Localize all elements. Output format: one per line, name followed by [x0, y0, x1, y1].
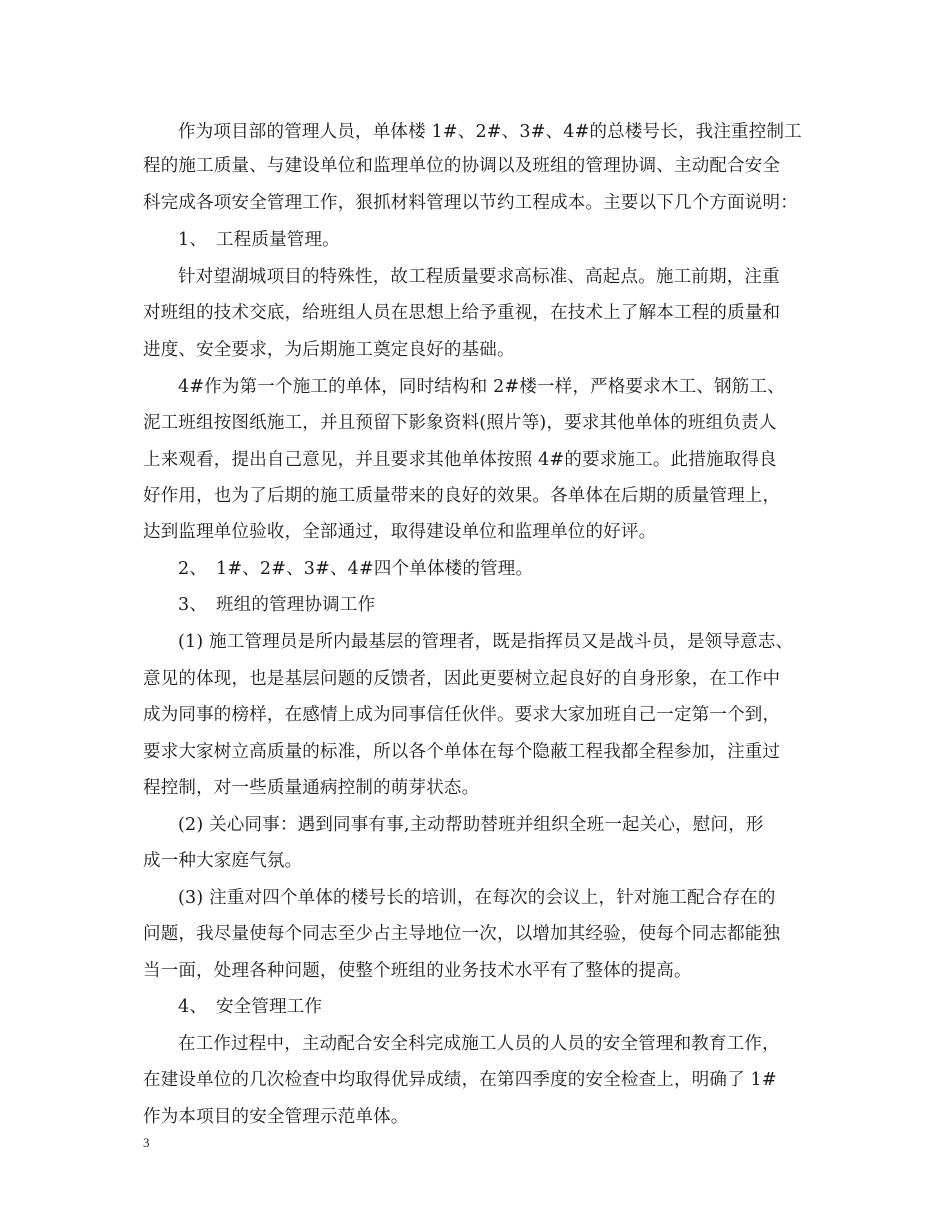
paragraph-line: 好作用，也为了后期的施工质量带来的良好的效果。各单体在后期的质量管理上，	[143, 486, 781, 506]
paragraph-line: 要求大家树立高质量的标准，所以各个单体在每个隐蔽工程我都全程参加，注重过	[143, 742, 781, 762]
paragraph-line: 针对望湖城项目的特殊性，故工程质量要求高标准、高起点。施工前期，注重	[178, 267, 780, 287]
paragraph-line: 问题，我尽量使每个同志至少占主导地位一次，以增加其经验，使每个同志都能独	[143, 924, 781, 944]
paragraph-line: 意见的体现，也是基层问题的反馈者，因此更要树立起良好的自身形象，在工作中	[143, 669, 781, 689]
paragraph-line: (2) 关心同事：遇到同事有事,主动帮助替班并组织全班一起关心，慰问，形	[178, 815, 764, 835]
paragraph-line: 上来观看，提出自己意见，并且要求其他单体按照 4#的要求施工。此措施取得良	[143, 450, 777, 470]
paragraph-line: 4#作为第一个施工的单体，同时结构和 2#楼一样，严格要求木工、钢筋工、	[178, 377, 785, 397]
paragraph-line: 达到监理单位验收，全部通过，取得建设单位和监理单位的好评。	[143, 522, 657, 542]
paragraph-line: (3) 注重对四个单体的楼号长的培训，在每次的会议上，针对施工配合存在的	[178, 888, 776, 908]
paragraph-line: 科完成各项安全管理工作，狠抓材料管理以节约工程成本。主要以下几个方面说明：	[143, 193, 798, 213]
page-number: 3	[143, 1135, 150, 1150]
paragraph-line: 在建设单位的几次检查中均取得优异成绩，在第四季度的安全检查上，明确了 1#	[143, 1070, 777, 1090]
section-heading: 1、 工程质量管理。	[178, 230, 340, 250]
paragraph-line: 成一种大家庭气氛。	[143, 851, 303, 871]
paragraph-line: 成为同事的榜样，在感情上成为同事信任伙伴。要求大家加班自己一定第一个到，	[143, 705, 781, 725]
paragraph-line: 程控制，对一些质量通病控制的萌芽状态。	[143, 778, 480, 798]
paragraph-line: 对班组的技术交底，给班组人员在思想上给予重视，在技术上了解本工程的质量和	[143, 303, 781, 323]
paragraph-line: 作为本项目的安全管理示范单体。	[143, 1107, 409, 1127]
paragraph-line: 当一面，处理各种问题，使整个班组的业务技术水平有了整体的提高。	[143, 961, 692, 981]
paragraph-line: 在工作过程中，主动配合安全科完成施工人员的人员的安全管理和教育工作，	[178, 1034, 780, 1054]
section-heading: 2、 1#、2#、3#、4#四个单体楼的管理。	[178, 559, 534, 579]
paragraph-line: 进度、安全要求，为后期施工奠定良好的基础。	[143, 340, 515, 360]
paragraph-line: (1) 施工管理员是所内最基层的管理者，既是指挥员又是战斗员，是领导意志、	[178, 632, 794, 652]
paragraph-line: 程的施工质量、与建设单位和监理单位的协调以及班组的管理协调、主动配合安全	[143, 156, 781, 176]
paragraph-line: 泥工班组按图纸施工，并且预留下影象资料(照片等)，要求其他单体的班组负责人	[143, 413, 777, 433]
paragraph-line: 作为项目部的管理人员，单体楼 1#、2#、3#、4#的总楼号长，我注重控制工	[178, 122, 802, 142]
section-heading: 4、 安全管理工作	[178, 997, 323, 1017]
section-heading: 3、 班组的管理协调工作	[178, 595, 376, 615]
